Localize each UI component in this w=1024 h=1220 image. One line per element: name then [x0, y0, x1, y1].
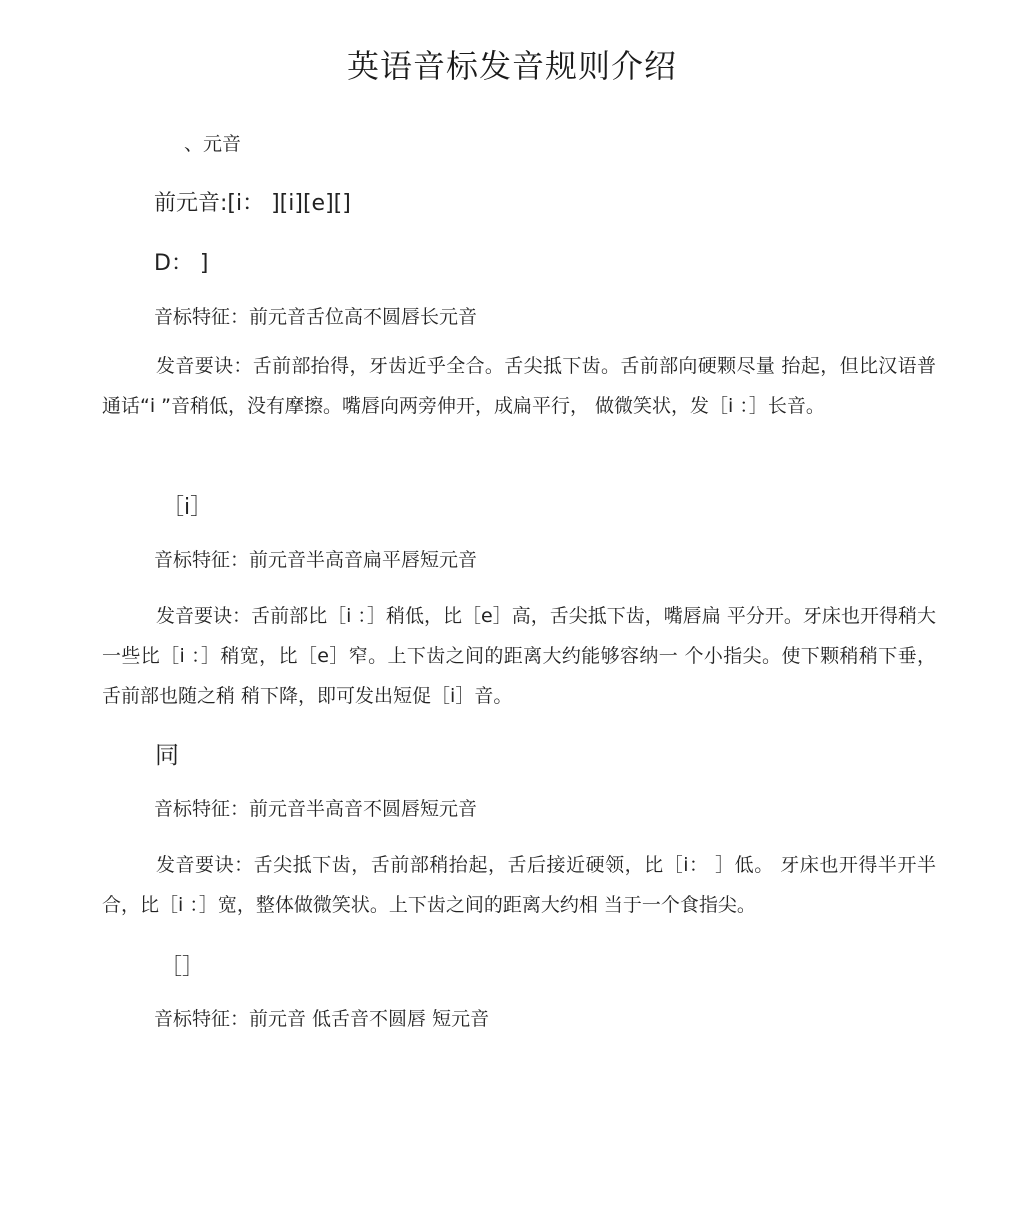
feature-line: 音标特征：前元音舌位高不圆唇长元音 — [154, 306, 478, 328]
phonetic-symbol: 同 — [155, 741, 179, 769]
d-symbol-line: D： ] — [154, 251, 209, 276]
section-heading: 、元音 — [184, 133, 242, 155]
document-title: 英语音标发音规则介绍 — [346, 47, 677, 85]
feature-line: 音标特征：前元音 低舌音不圆唇 短元音 — [154, 1008, 490, 1030]
pronunciation-tips: 发音要诀：舌尖抵下齿，舌前部稍抬起，舌后接近硬领，比［i： ］低。 牙床也开得半开半合，比［i ：］宽，整体做微笑状。上下齿之间的距离大约相 当于一个食指尖。 — [102, 854, 936, 916]
pronunciation-tips: 发音要诀：舌前部比［i ：］稍低，比［e］高，舌尖抵下齿，嘴唇扁 平分开。牙床也开得稍大一些比［i ：］稍宽，比［e］窄。上下齿之间的距离大约能够容纳一 个小指尖。使下颗稍稍下垂，舌前部也随之稍 稍下降，即可发出短促［i］音。 — [102, 605, 936, 707]
feature-line: 音标特征：前元音半高音扁平唇短元音 — [154, 549, 478, 571]
feature-line: 音标特征：前元音半高音不圆唇短元音 — [154, 798, 478, 820]
phonetic-symbol: ［］ — [160, 955, 205, 980]
phonetic-symbol: ［i］ — [162, 495, 213, 520]
front-vowels-line: 前元音:[i： ][i][e][] — [154, 191, 351, 216]
pronunciation-tips: 发音要诀：舌前部抬得，牙齿近乎全合。舌尖抵下齿。舌前部向硬颗尽量 抬起，但比汉语普通话“i ”音稍低，没有摩擦。嘴唇向两旁伸开，成扁平行， 做微笑状，发［i ：］长音。 — [102, 355, 936, 417]
